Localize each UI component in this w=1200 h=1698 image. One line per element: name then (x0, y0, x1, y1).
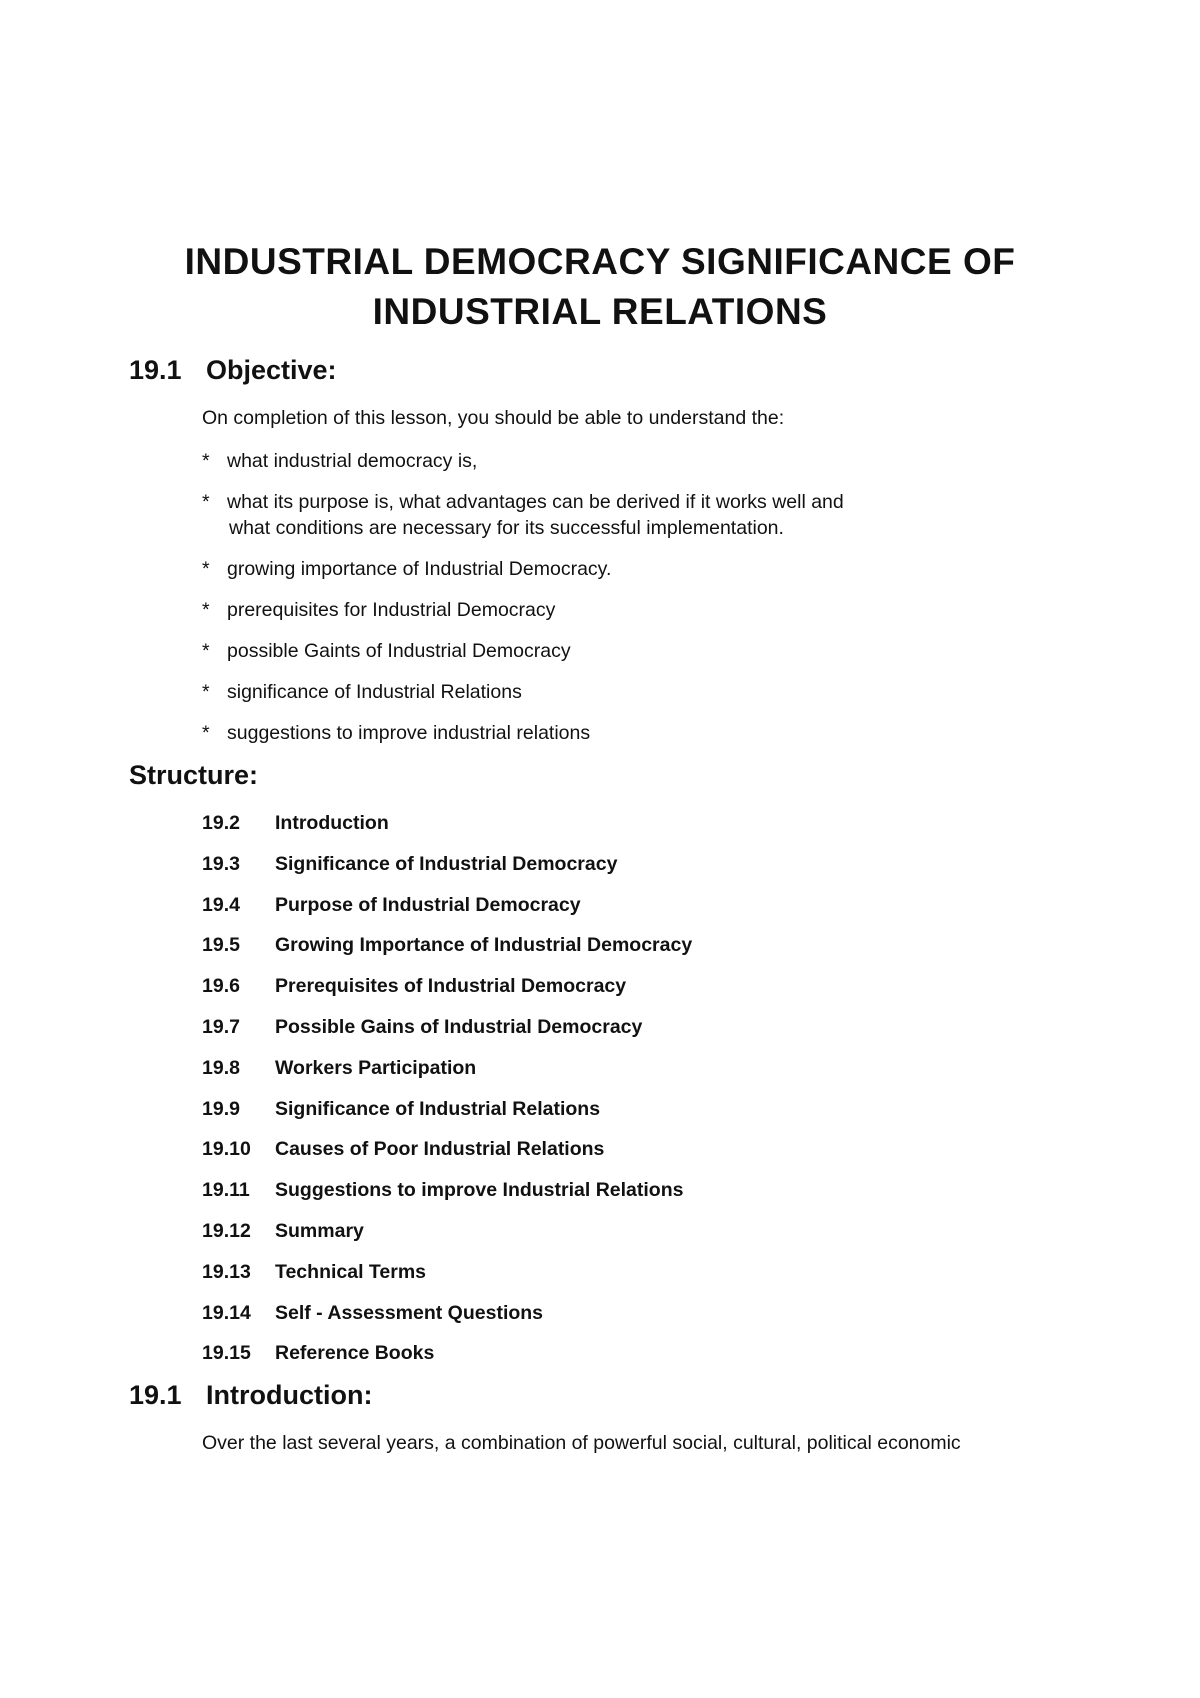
structure-item-number: 19.13 (202, 1260, 251, 1283)
bullet-star: * (202, 491, 210, 513)
introduction-section-number: 19.1 (129, 1380, 182, 1410)
structure-item (202, 1177, 692, 1218)
structure-item-label: Workers Participation (275, 1056, 477, 1079)
objective-section-number: 19.1 (129, 355, 182, 385)
introduction-heading (129, 1378, 372, 1412)
structure-item-label: Possible Gains of Industrial Democracy (275, 1015, 643, 1038)
objective-bullet (202, 556, 1102, 582)
structure-item-number: 19.15 (202, 1342, 251, 1365)
structure-item-label: Reference Books (275, 1342, 435, 1365)
objective-heading-text: Objective: (206, 355, 337, 385)
structure-item-label: Technical Terms (275, 1260, 427, 1283)
structure-item-number: 19.6 (202, 975, 240, 998)
structure-item (202, 851, 692, 892)
objective-heading (129, 353, 337, 387)
bullet-text: prerequisites for Industrial Democracy (227, 599, 556, 621)
bullet-text: growing importance of Industrial Democracy. (227, 558, 612, 580)
bullet-text: what its purpose is, what advantages can be derived if it works well and (227, 491, 844, 513)
objective-bullet (202, 720, 1102, 746)
structure-item-number: 19.7 (202, 1015, 240, 1038)
structure-item (202, 1218, 692, 1259)
structure-list (202, 810, 692, 1381)
structure-item-label: Purpose of Industrial Democracy (275, 893, 581, 916)
structure-heading: Structure: (129, 760, 259, 790)
structure-item (202, 1096, 692, 1137)
objective-intro-text: On completion of this lesson, you should be able to understand the: (202, 407, 785, 429)
structure-item (202, 1300, 692, 1341)
objective-bullet (202, 679, 1102, 705)
structure-item-number: 19.3 (202, 852, 240, 875)
bullet-star: * (202, 681, 210, 703)
bullet-star: * (202, 450, 210, 472)
structure-item-label: Introduction (275, 812, 389, 834)
document-title-line-1: INDUSTRIAL DEMOCRACY SIGNIFICANCE OF (184, 241, 1016, 282)
bullet-text: possible Gaints of Industrial Democracy (227, 640, 571, 662)
structure-item-label: Suggestions to improve Industrial Relations (275, 1179, 684, 1202)
structure-item (202, 892, 692, 933)
bullet-star: * (202, 640, 210, 662)
structure-item-number: 19.11 (202, 1179, 250, 1202)
structure-item-number: 19.10 (202, 1138, 251, 1161)
bullet-star: * (202, 722, 210, 744)
structure-item-label: Growing Importance of Industrial Democracy (275, 934, 693, 957)
bullet-text: significance of Industrial Relations (227, 681, 522, 703)
structure-item-number: 19.5 (202, 934, 240, 957)
structure-item (202, 1259, 692, 1300)
objective-bullet-list (202, 448, 1102, 761)
objective-bullet (202, 597, 1102, 623)
structure-item-number: 19.4 (202, 893, 240, 916)
structure-item (202, 1136, 692, 1177)
bullet-text: what industrial democracy is, (227, 450, 478, 472)
structure-item-label: Self - Assessment Questions (275, 1301, 544, 1324)
structure-item (202, 810, 692, 851)
objective-bullet (202, 489, 1102, 541)
bullet-text: suggestions to improve industrial relations (227, 722, 591, 744)
structure-item-label: Prerequisites of Industrial Democracy (275, 975, 627, 998)
structure-item (202, 973, 692, 1014)
structure-item-number: 19.8 (202, 1056, 240, 1079)
introduction-paragraph: Over the last several years, a combination of powerful social, cultural, political economic (202, 1432, 961, 1454)
introduction-heading-text: Introduction: (206, 1380, 373, 1410)
objective-bullet (202, 448, 1102, 474)
structure-item-number: 19.14 (202, 1301, 251, 1324)
objective-bullet (202, 638, 1102, 664)
structure-item-label: Causes of Poor Industrial Relations (275, 1138, 605, 1161)
structure-item-number: 19.2 (202, 812, 240, 834)
structure-item (202, 932, 692, 973)
structure-item-label: Significance of Industrial Democracy (275, 852, 618, 875)
structure-item (202, 1014, 692, 1055)
structure-item-number: 19.9 (202, 1097, 240, 1120)
bullet-star: * (202, 599, 210, 621)
bullet-text-continuation: what conditions are necessary for its successful implementation. (229, 517, 784, 539)
document-title-line-2: INDUSTRIAL RELATIONS (372, 291, 828, 332)
structure-item-label: Significance of Industrial Relations (275, 1097, 601, 1120)
bullet-star: * (202, 558, 210, 580)
structure-item (202, 1055, 692, 1096)
structure-item-number: 19.12 (202, 1219, 251, 1242)
structure-item (202, 1340, 692, 1381)
structure-item-label: Summary (275, 1219, 364, 1242)
